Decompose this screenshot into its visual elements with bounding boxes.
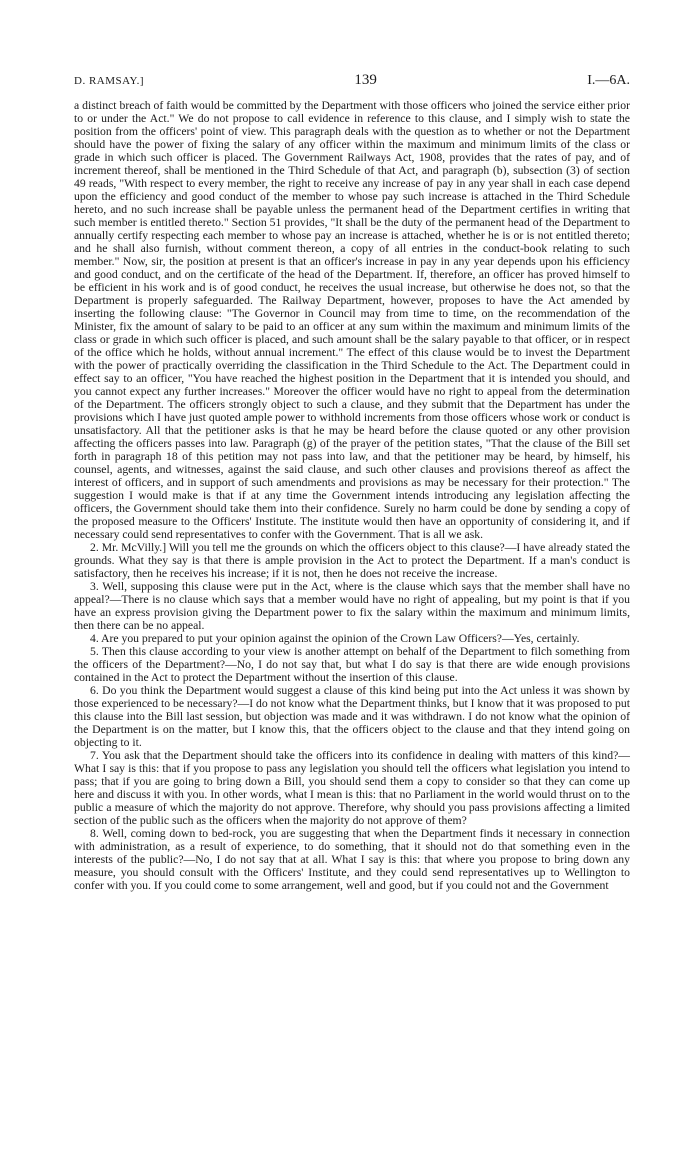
paragraph-question-8: 8. Well, coming down to bed-rock, you are suggesting that when the Department finds it necessary in connection with administration, as a result of experience, to do something, that it should not do that something even in the interests of the public?—No, I do not say that at all. What I say is this: that where you propose to bring down any measure, you should consult with the Officers' Institute, and they could send representatives up to Wellington to confer with you. If you could come to some arrangement, well and good, but if you could not and the Government — [74, 827, 630, 892]
paragraph-question-4: 4. Are you prepared to put your opinion against the opinion of the Crown Law Officers?—Yes, certainly. — [90, 632, 580, 645]
header-paper-reference: I.—6A. — [587, 73, 630, 88]
paragraph-question-5: 5. Then this clause according to your view is another attempt on behalf of the Department to filch something from the officers of the Department?—No, I do not say that, but what I do say is that there are wide enough provisions contained in the Act to protect the Department without the insertion of this clause. — [74, 645, 630, 684]
header-witness-name: D. RAMSAY.] — [74, 75, 144, 87]
paragraph-question-2: 2. Mr. McVilly.] Will you tell me the grounds on which the officers object to this clause?—I have already stated the grounds. What they say is that there is ample provision in the Act to protect the Department. If a man's conduct is satisfactory, then he receives his increase; if it is not, then he does not receive the increase. — [74, 541, 630, 580]
paragraph-intro: a distinct breach of faith would be committed by the Department with those officers who joined the service either prior to or under the Act." We do not propose to call evidence in reference to this clause, and I simply wish to state the position from the officers' point of view. This paragraph deals with the question as to whether or not the Department should have the power of fixing the salary of any officer within the maximum and minimum limits of the class or grade in which such officer is placed. The Government Railways Act, 1908, provides that the rates of pay, and of increment thereof, shall be mentioned in the Third Schedule of that Act, and paragraph (b), subsection (3) of section 49 reads, "With respect to every member, the right to receive any increase of pay in any year shall in each case depend upon the efficiency and good conduct of the member to whose pay such increase is attached in the Third Schedule hereto, and no such increase shall be payable unless the permanent head of the Department certifies in writing that such member is entitled thereto." Section 51 provides, "It shall be the duty of the permanent head of the Department to annually certify respecting each member to whose pay an increase is attached, whether he is or is not entitled thereto; and he shall also furnish, without comment thereon, a copy of all entries in the conduct-book relating to such member." Now, sir, the position at present is that an officer's increase in pay in any year depends upon his efficiency and good conduct, and on the certificate of the head of the Department. If, therefore, an officer has proved himself to be efficient in his work and is of good conduct, he receives the usual increase, but otherwise he does not, so that the Department is properly safeguarded. The Railway Department, however, proposes to have the Act amended by inserting the following clause: "The Governor in Council may from time to time, on the recommendation of the Minister, fix the amount of salary to be paid to an officer at any sum within the maximum and minimum limits of the class or grade in which such officer is placed, and such amount shall be the salary payable to that officer, or in respect of the office which he holds, without annual increment." The effect of this clause would be to invest the Department with the power of practically overriding the classification in the Third Schedule to the Act. The Department could in effect say to an officer, "You have reached the highest position in the Department that it is intended you should, and you cannot expect any further increases." Moreover the officer would have no right to appeal from the determination of the Department. The officers strongly object to such a clause, and they submit that the Department has under the provisions which I have just quoted ample power to withhold increments from those officers whose work or conduct is unsatisfactory. All that the petitioner asks is that he may be heard before the clause quoted or any other provision affecting the officers passes into law. Paragraph (g) of the prayer of the petition states, "That the clause of the Bill set forth in paragraph 18 of this petition may not pass into law, and that the petitioner may be heard, by himself, his counsel, agents, and witnesses, against the said clause, and such other clauses and provisions thereof as affect the interest of officers, and in support of such amendments and provisions as may be necessary for their protection." The suggestion I would make is that if at any time the Government intends introducing any legislation affecting the officers, the Government should take them into their confidence. Surely no harm could be done by sending a copy of the proposed measure to the Officers' Institute. The institute would then have an opportunity of considering it, and if necessary could send representatives to confer with the Government. That is all we ask. — [74, 99, 630, 541]
body-text — [74, 99, 630, 892]
paragraph-question-3: 3. Well, supposing this clause were put in the Act, where is the clause which says that the member shall have no appeal?—There is no clause which says that a member would have no right of appealing, but my point is that if you have an express provision giving the Department power to fix the salary within the maximum and minimum limits, then there can be no appeal. — [74, 580, 630, 632]
page-header — [74, 72, 630, 89]
document-page — [74, 72, 630, 892]
page-number: 139 — [354, 72, 377, 88]
paragraph-question-6: 6. Do you think the Department would suggest a clause of this kind being put into the Act unless it was shown by those experienced to be necessary?—I do not know what the Department thinks, but I know that it was proposed to put this clause into the Bill last session, but objection was made and it was withdrawn. I do not know what the opinion of the Department is on the matter, but I know this, that the officers object to the clause and that they intend going on objecting to it. — [74, 684, 630, 749]
paragraph-question-7: 7. You ask that the Department should take the officers into its confidence in dealing with matters of this kind?—What I say is this: that if you propose to pass any legislation you should tell the officers what legislation you intend to pass; that if you are going to bring down a Bill, you should send them a copy to consider so that they can come up here and discuss it with you. In other words, what I mean is this: that no Parliament in the world would thrust on to the public a measure of which the majority do not approve. Therefore, why should you pass provisions affecting a limited section of the public such as the officers when the majority do not approve of them? — [74, 749, 630, 827]
